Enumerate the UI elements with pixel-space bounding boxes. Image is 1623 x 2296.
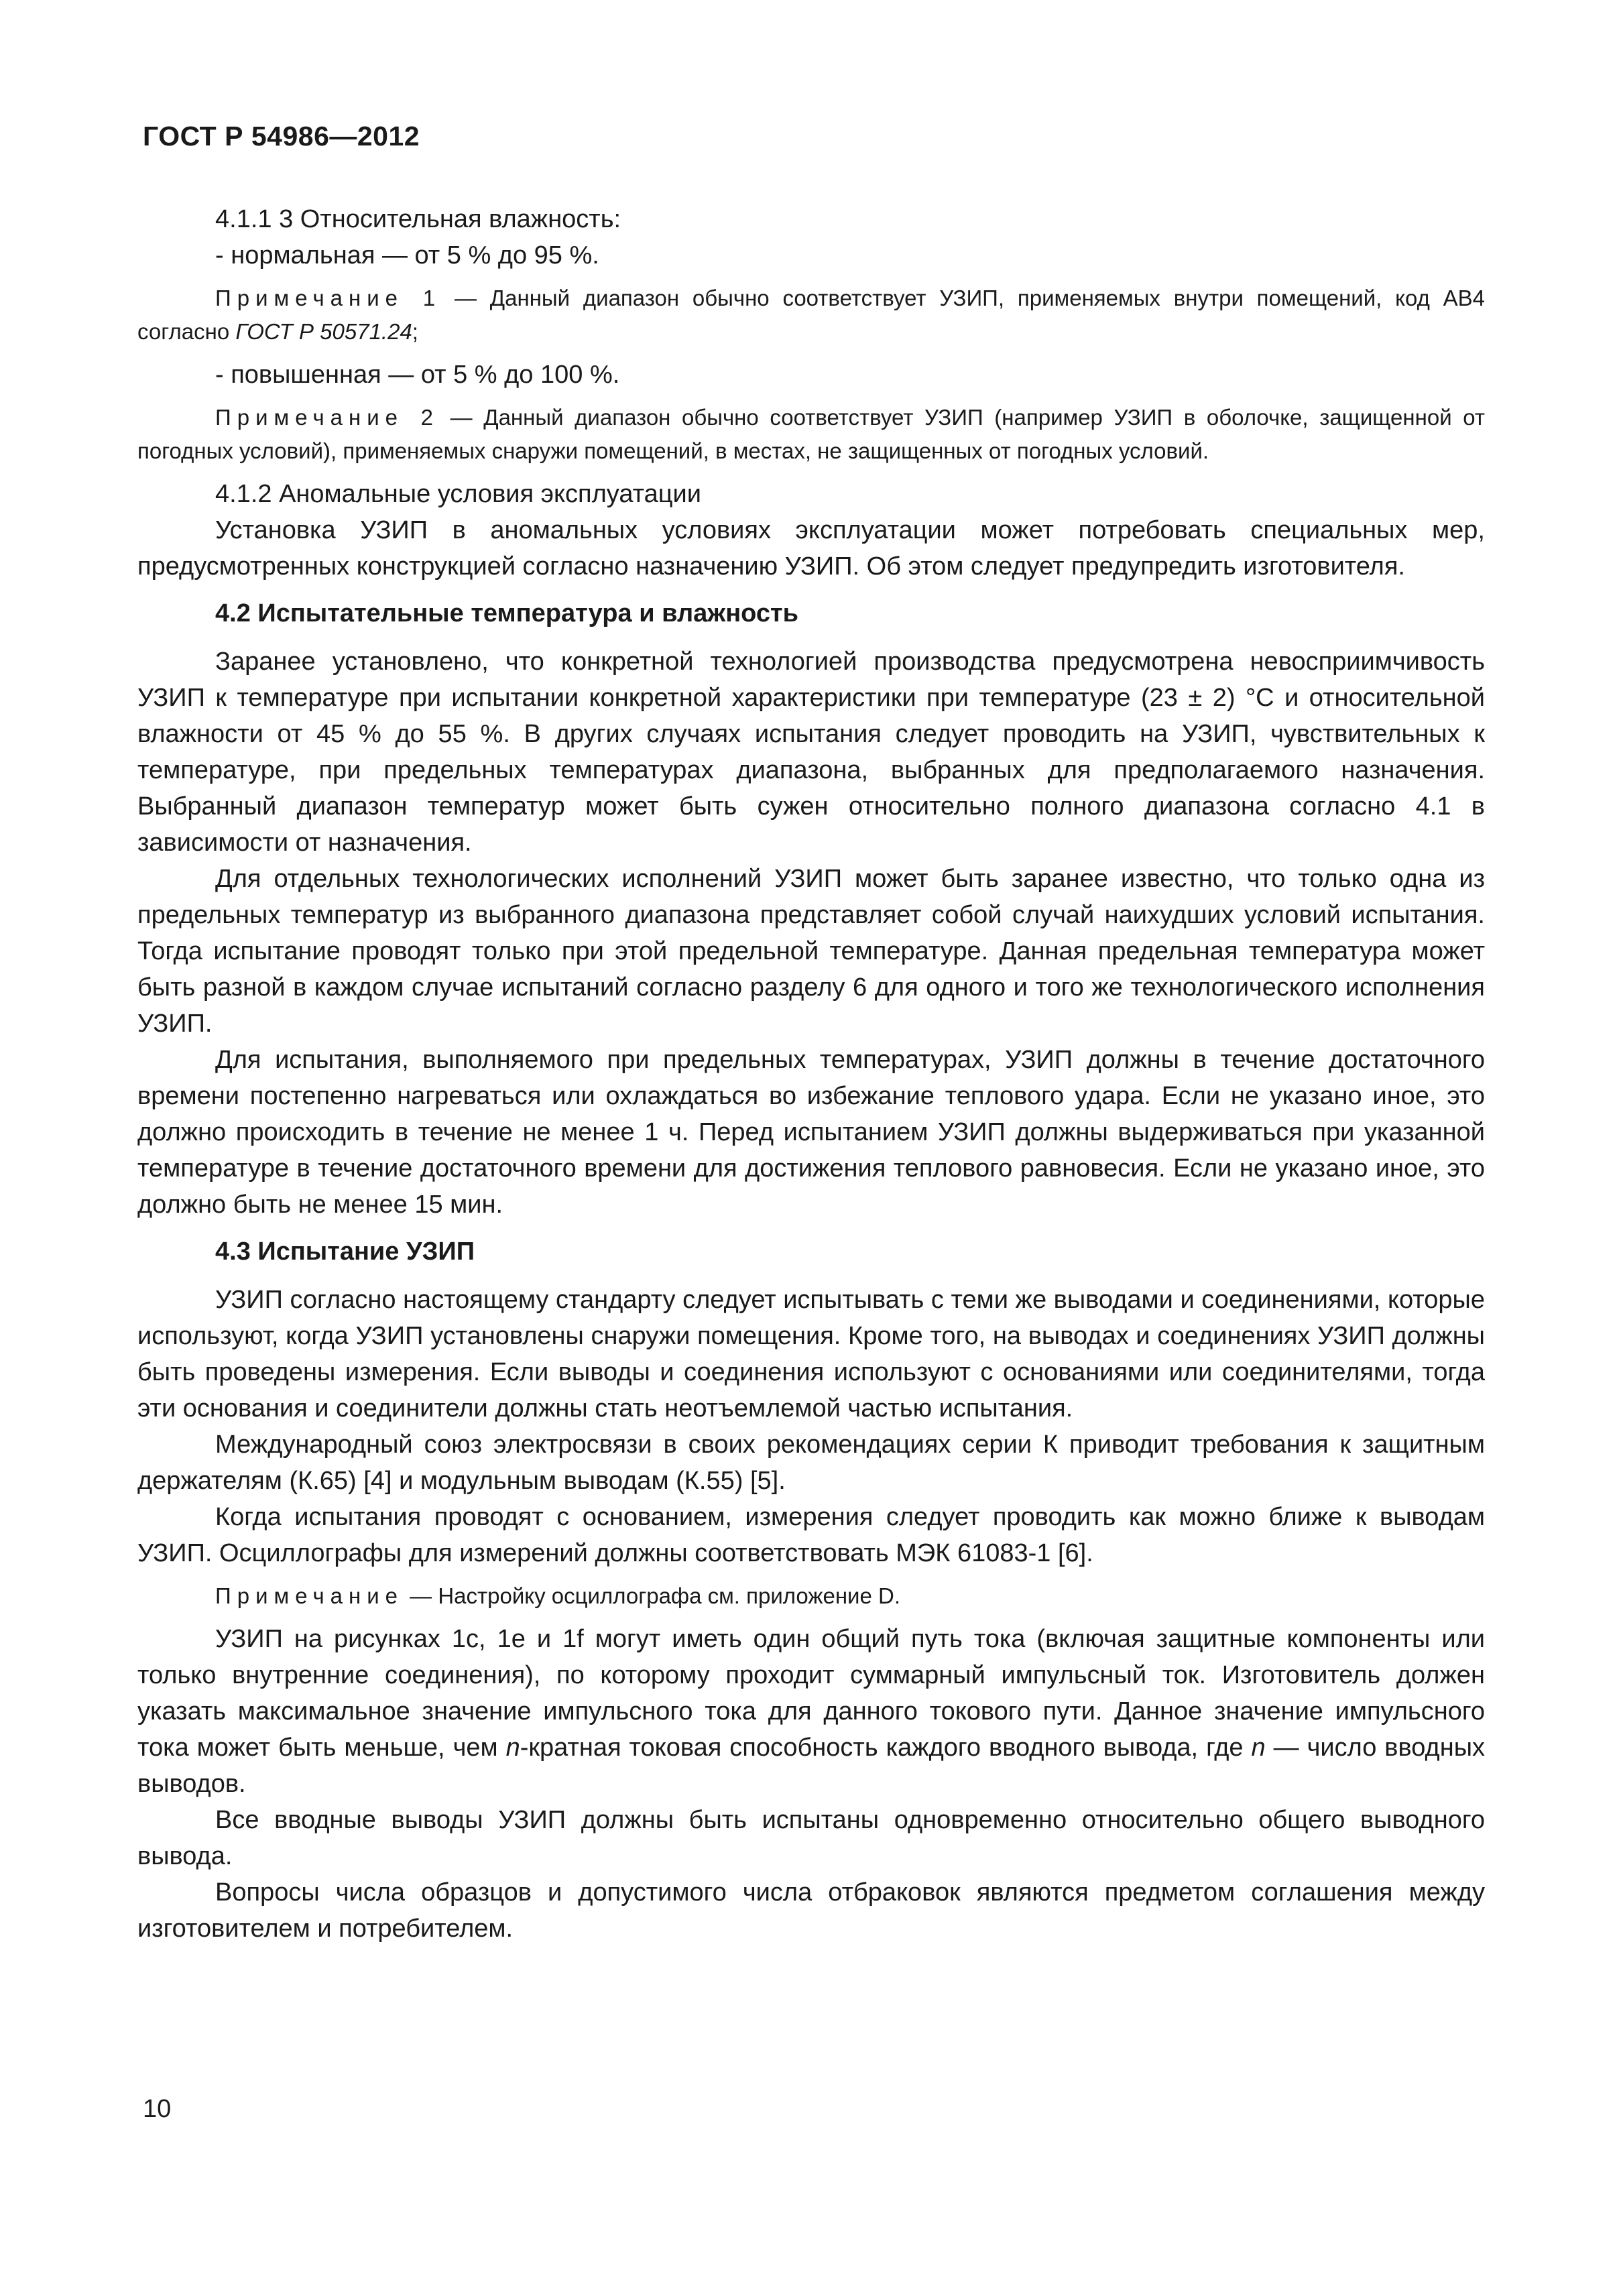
section-4-2-paragraph-3: Для испытания, выполняемого при предельных температурах, УЗИП должны в течение достаточного времени постепенно нагреваться или охлаждаться во избежание теплового удара. Если не указано иное, это должно происходить в течение не менее 1 ч. Перед испытанием УЗИП должны выдерживаться при указанной температуре в течение достаточного времени для достижения теплового равновесия. Если не указано иное, это должно быть не менее 15 мин. — [137, 1046, 1485, 1219]
section-4-2-paragraph-2: Для отдельных технологических исполнений УЗИП может быть заранее известно, что только одна из предельных температур из выбранного диапазона представляет собой случай наихудших условий испытания. Тогда испытание проводят только при этой предельной температуре. Данная предельная температура может быть разной в каждом случае испытаний согласно разделу 6 для одного и того же технологического исполнения УЗИП. — [137, 865, 1485, 1038]
note-2-label: Примечание 2 — [215, 405, 439, 430]
section-4-3-paragraph-5: Все вводные выводы УЗИП должны быть испытаны одновременно относительно общего выводного вывода. — [137, 1806, 1485, 1870]
paragraph-4-part-c: — число вводных выводов. — [137, 1734, 1486, 1798]
document-body — [137, 201, 1485, 1947]
clause-4-1-1-3-title: 4.1.1 3 Относительная влажность: — [215, 205, 621, 233]
note-1-label: Примечание 1 — [215, 286, 442, 310]
clause-4-1-2-text: Установка УЗИП в аномальных условиях эксплуатации может потребовать специальных мер, предусмотренных конструкцией согласно назначению УЗИП. Об этом следует предупредить изготовителя. — [137, 516, 1485, 581]
section-4-3-paragraph-4 — [137, 1621, 1485, 1802]
note-1-text: — Данный диапазон обычно соответствует УЗИП, применяемых внутри помещений, код АВ4 согласно — [137, 286, 1486, 344]
section-4-2-paragraph-1: Заранее установлено, что конкретной технологией производства предусмотрена невосприимчивость УЗИП к температуре при испытании конкретной характеристики при температуре (23 ± 2) °С и относительной влажности от 45 % до 55 %. В других случаях испытания следует проводить на УЗИП, чувствительных к температуре, при предельных температурах диапазона, выбранных для предполагаемого назначения. Выбранный диапазон температур может быть сужен относительно полного диапазона согласно 4.1 в зависимости от назначения. — [137, 648, 1485, 857]
variable-n: n — [505, 1734, 520, 1762]
section-4-3-paragraph-2: Международный союз электросвязи в своих рекомендациях серии К приводит требования к защитным держателям (К.65) [4] и модульным выводам (К.55) [5]. — [137, 1431, 1485, 1495]
humidity-normal: - нормальная — от 5 % до 95 %. — [215, 241, 599, 269]
note-1-end: ; — [412, 319, 418, 344]
note-1 — [137, 282, 1485, 349]
humidity-high: - повышенная — от 5 % до 100 %. — [215, 361, 620, 389]
note-3-label: Примечание — [215, 1583, 404, 1608]
section-4-3-paragraph-3: Когда испытания проводят с основанием, измерения следует проводить как можно ближе к выводам УЗИП. Осциллографы для измерений должны соответствовать МЭК 61083-1 [6]. — [137, 1503, 1485, 1567]
clause-4-1-2-title: 4.1.2 Аномальные условия эксплуатации — [215, 480, 702, 508]
document-header: ГОСТ Р 54986—2012 — [143, 121, 420, 152]
section-4-3-heading: 4.3 Испытание УЗИП — [215, 1237, 475, 1266]
section-4-2-heading: 4.2 Испытательные температура и влажность — [215, 599, 798, 627]
paragraph-4-part-a: УЗИП на рисунках 1с, 1е и 1f могут иметь один общий путь тока (включая защитные компоненты или только внутренние соединения), по которому проходит суммарный импульсный ток. Изготовитель должен указать максимальное значение импульсного тока для данного токового пути. Данное значение импульсного тока может быть меньше, чем — [137, 1625, 1485, 1762]
page-number: 10 — [143, 2095, 172, 2123]
note-3-text: — Настройку осциллографа см. приложение D. — [404, 1583, 901, 1608]
variable-n: n — [1251, 1734, 1266, 1762]
section-4-3-paragraph-6: Вопросы числа образцов и допустимого числа отбраковок являются предметом соглашения между изготовителем и потребителем. — [137, 1878, 1485, 1943]
note-3 — [137, 1579, 1485, 1613]
section-4-3-paragraph-1: УЗИП согласно настоящему стандарту следует испытывать с теми же выводами и соединениями, которые используют, когда УЗИП установлены снаружи помещения. Кроме того, на выводах и соединениях УЗИП должны быть проведены измерения. Если выводы и соединения используют с основаниями или соединителями, тогда эти основания и соединители должны стать неотъемлемой частью испытания. — [137, 1286, 1485, 1423]
note-2-text: — Данный диапазон обычно соответствует УЗИП (например УЗИП в оболочке, защищенной от погодных условий), применяемых снаружи помещений, в местах, не защищенных от погодных условий. — [137, 405, 1485, 463]
note-1-reference: ГОСТ Р 50571.24 — [235, 319, 412, 344]
note-2 — [137, 401, 1485, 468]
paragraph-4-part-b: -кратная токовая способность каждого вводного вывода, где — [520, 1734, 1252, 1762]
